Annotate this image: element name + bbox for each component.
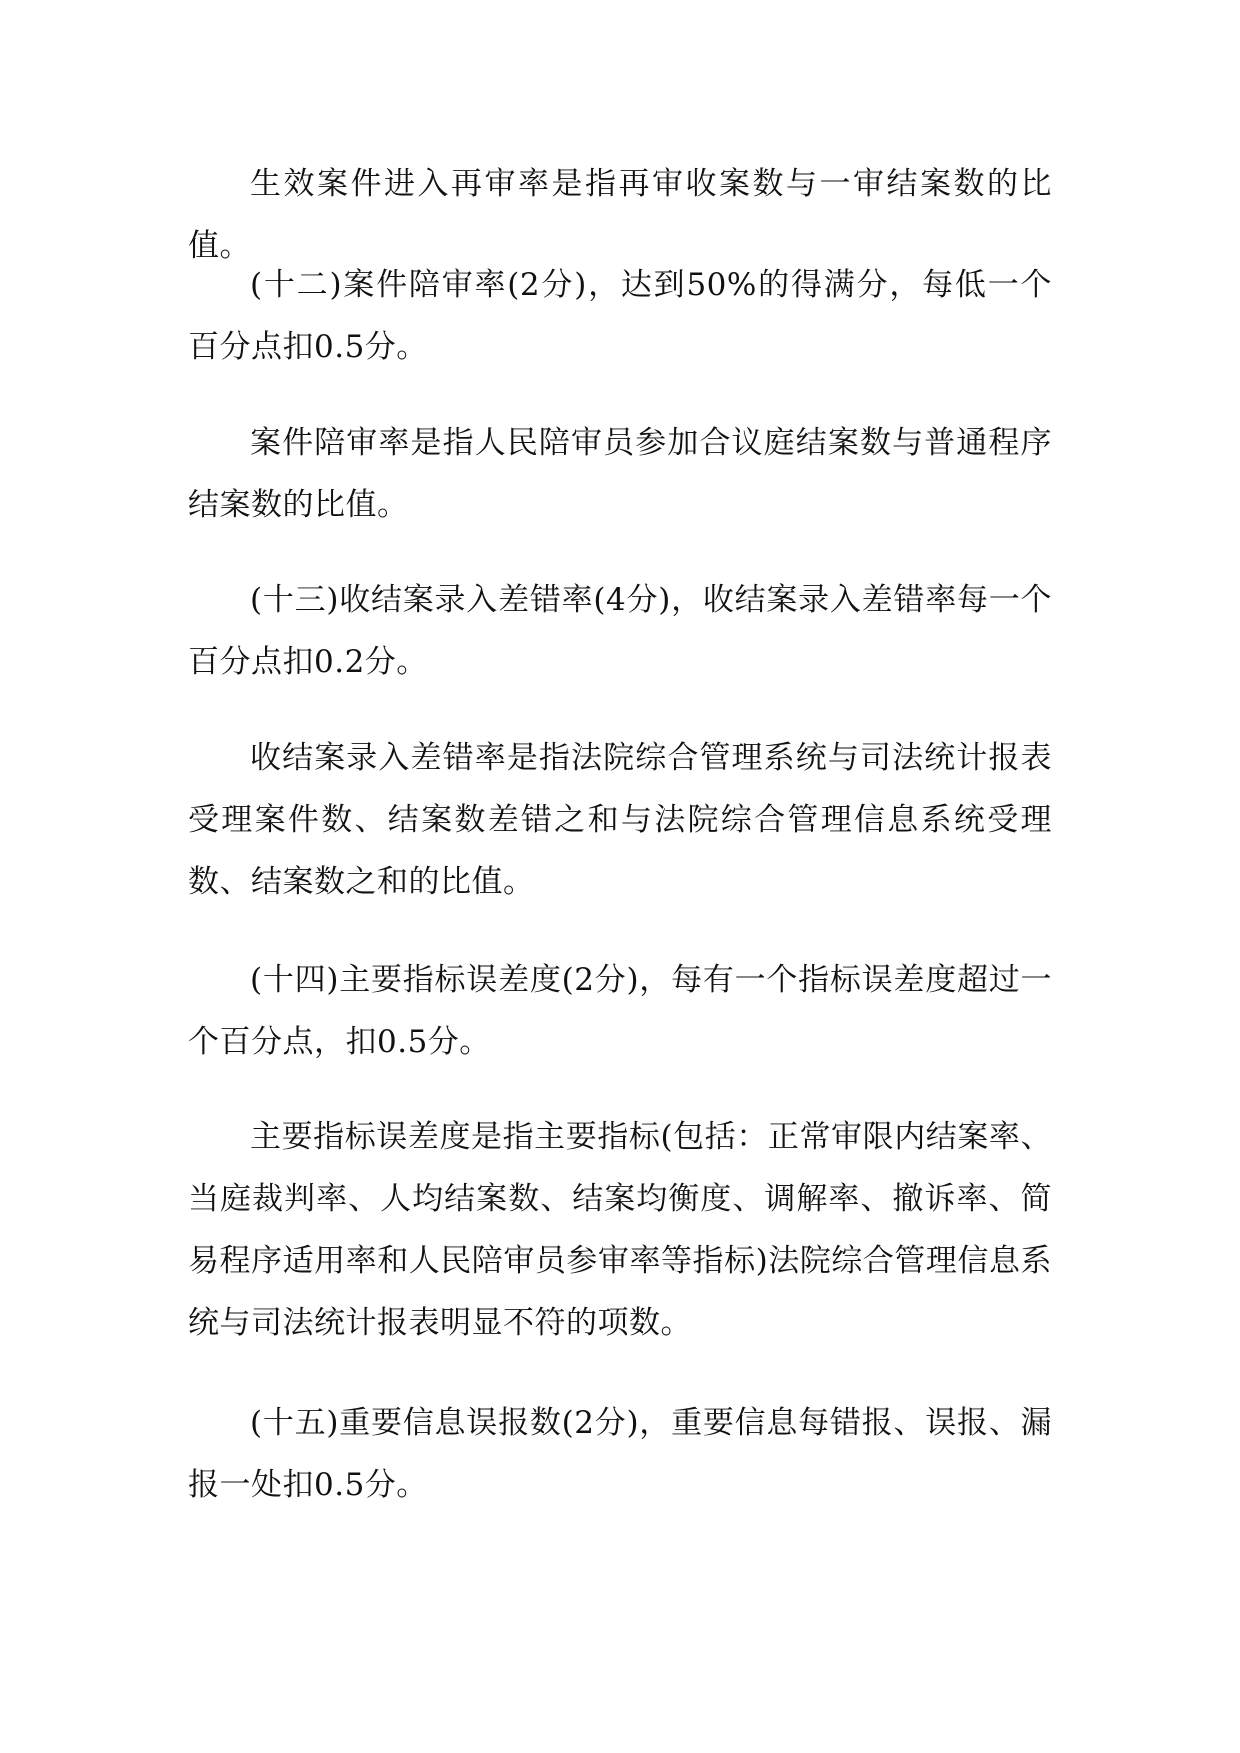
paragraph-item-12-jury-rate: (十二)案件陪审率(2分)，达到50%的得满分，每低一个百分点扣0.5分。 [188,267,1052,365]
paragraph-jury-rate-definition: 案件陪审率是指人民陪审员参加合议庭结案数与普通程序结案数的比值。 [188,425,1052,523]
paragraph-item-14-indicator-deviation: (十四)主要指标误差度(2分)，每有一个指标误差度超过一个百分点，扣0.5分。 [188,962,1052,1060]
paragraph-entry-error-rate-definition: 收结案录入差错率是指法院综合管理系统与司法统计报表受理案件数、结案数差错之和与法院综合管理信息系统受理数、结案数之和的比值。 [188,740,1052,900]
paragraph-item-15-information-misreport: (十五)重要信息误报数(2分)，重要信息每错报、误报、漏报一处扣0.5分。 [188,1405,1052,1503]
paragraph-retrial-rate-definition: 生效案件进入再审率是指再审收案数与一审结案数的比值。 [188,166,1052,264]
paragraph-item-13-entry-error-rate: (十三)收结案录入差错率(4分)，收结案录入差错率每一个百分点扣0.2分。 [188,582,1052,680]
paragraph-indicator-deviation-definition: 主要指标误差度是指主要指标(包括：正常审限内结案率、当庭裁判率、人均结案数、结案均衡度、调解率、撤诉率、简易程序适用率和人民陪审员参审率等指标)法院综合管理信息系统与司法统计报表明显不符的项数。 [188,1119,1052,1341]
